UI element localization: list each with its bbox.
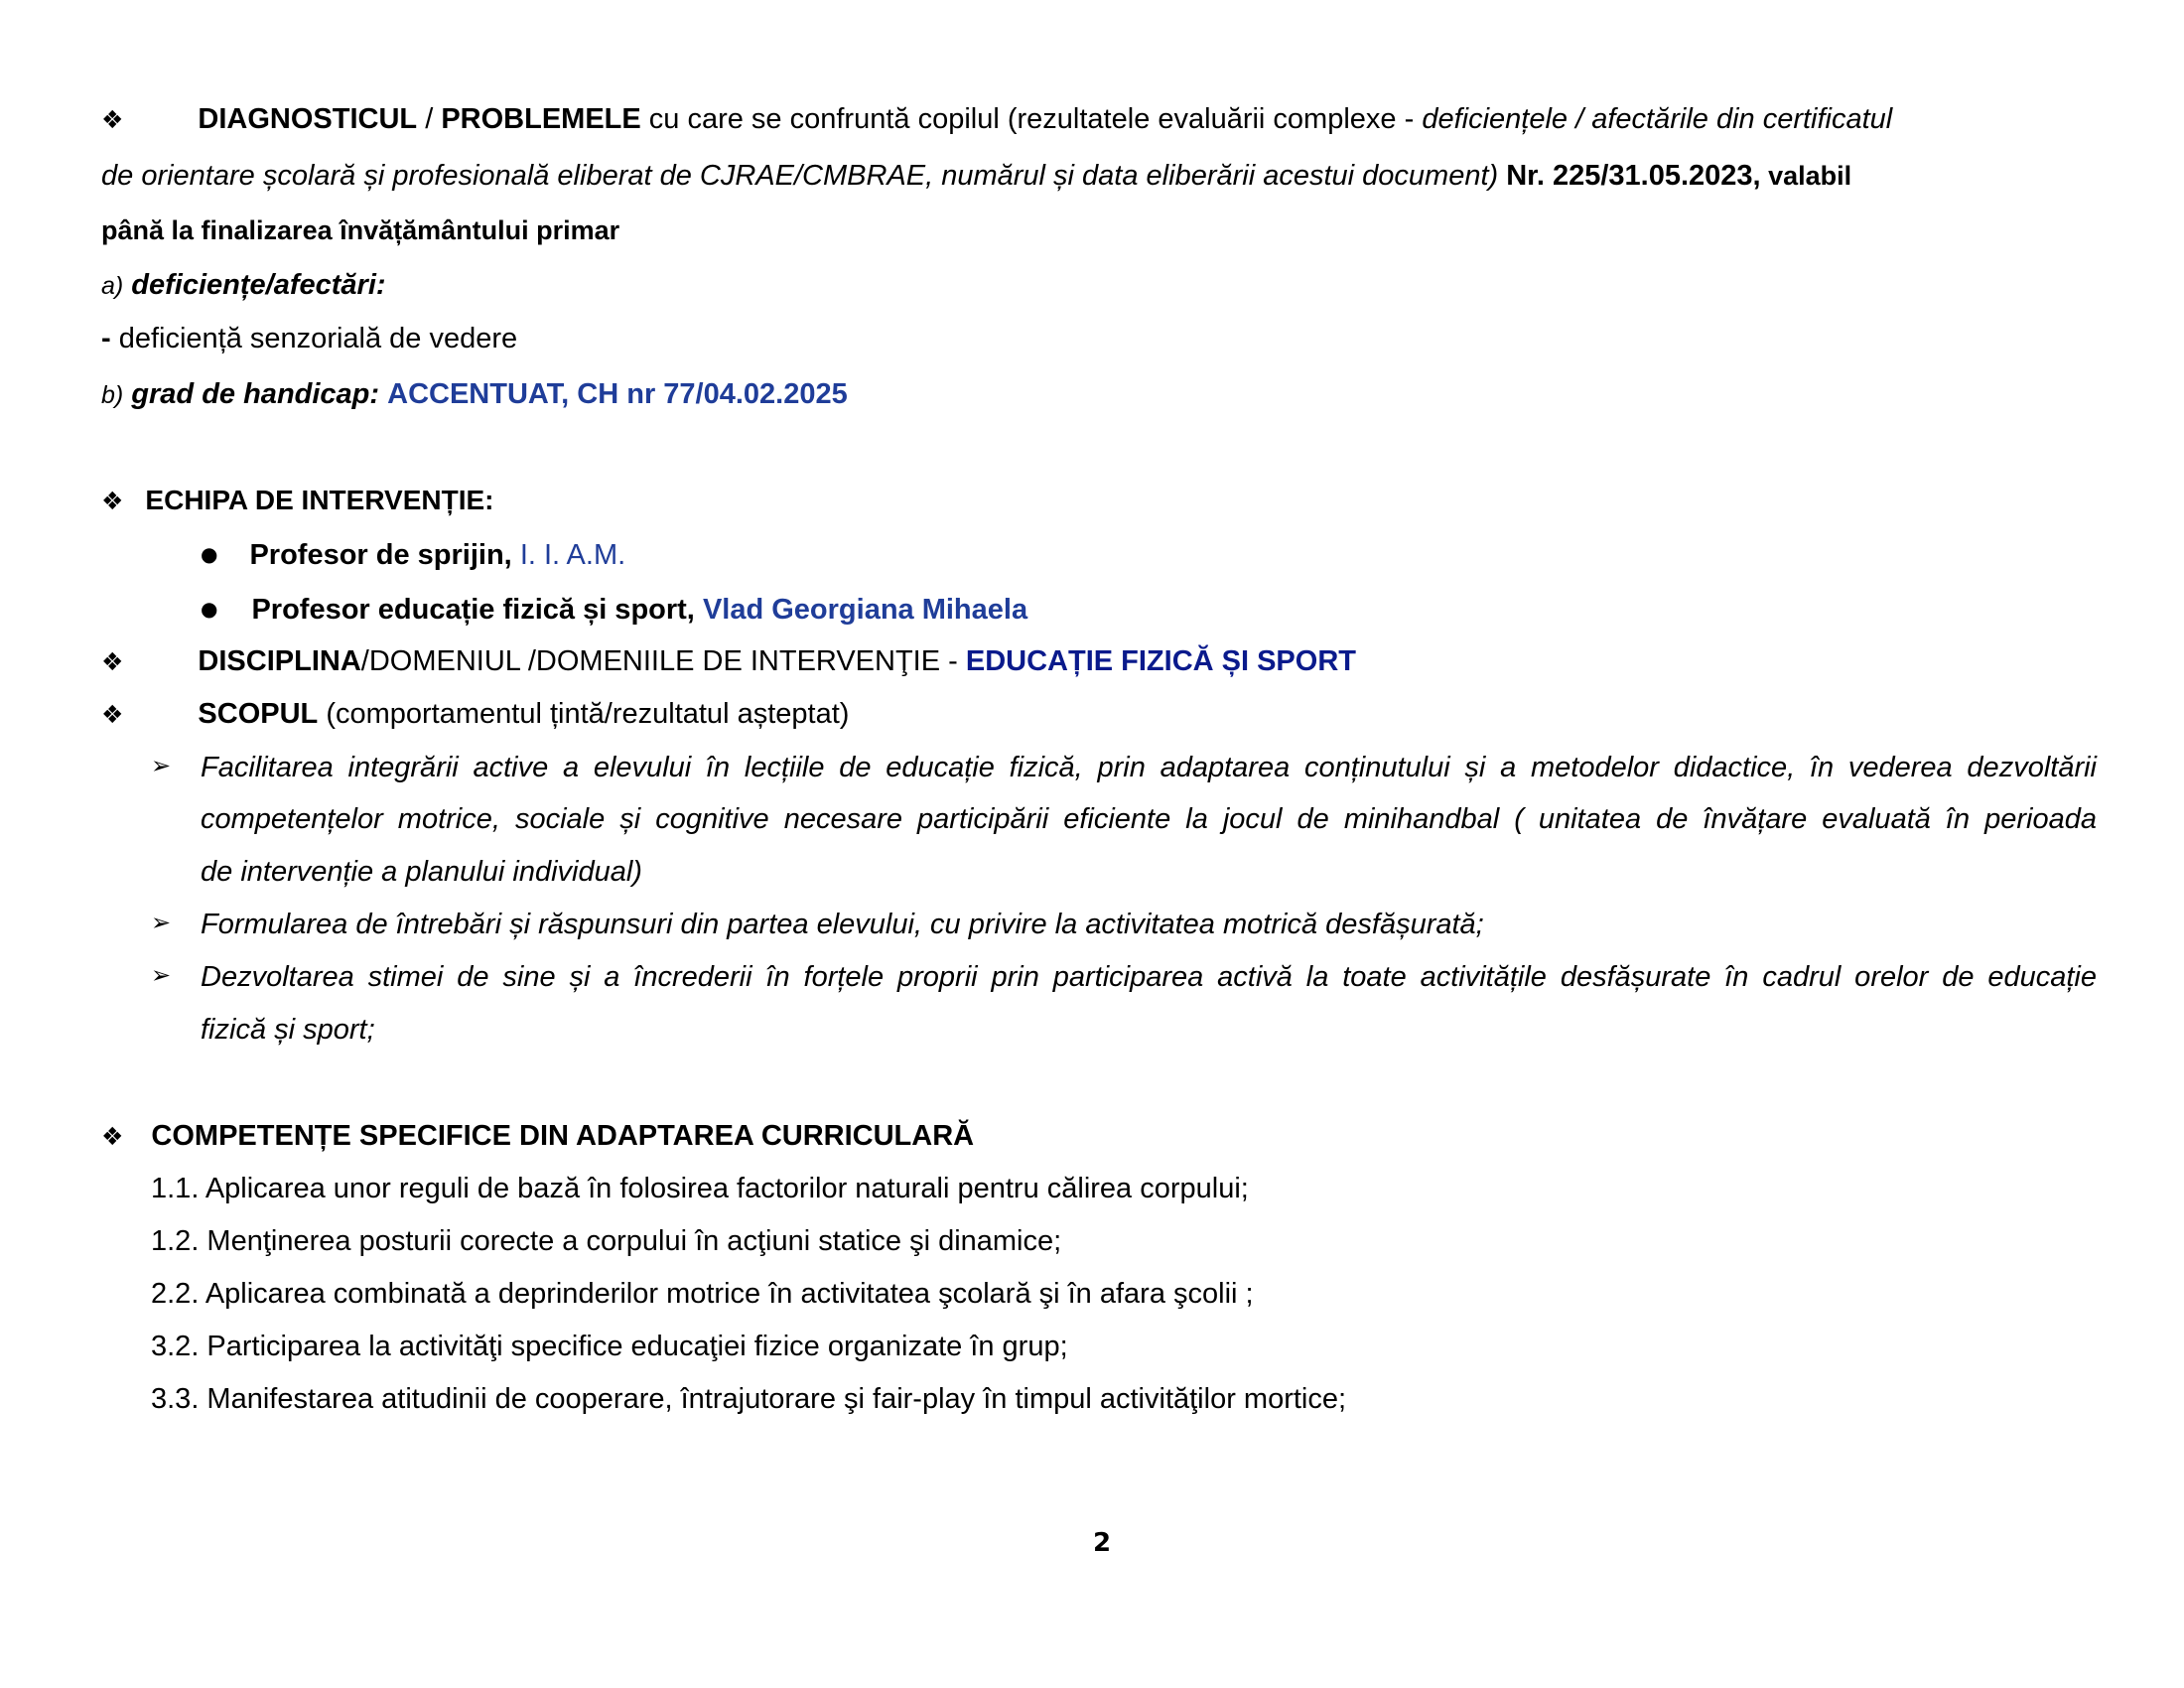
diagnostic-line-1: ❖ DIAGNOSTICUL / PROBLEMELE cu care se confruntă copilul (rezultatele evaluării complexe - deficiențele / afectările din certificatul — [101, 103, 1893, 135]
team-member-name: I. I. A.M. — [519, 539, 626, 571]
certificate-number: Nr. 225/31.05.2023, — [1498, 160, 1761, 192]
scope-heading: ❖ SCOPUL (comportamentul țintă/rezultatul așteptat) — [101, 698, 850, 730]
discipline-line: ❖ DISCIPLINA/DOMENIUL /DOMENIILE DE INTERVENŢIE - EDUCAȚIE FIZICĂ ȘI SPORT — [101, 645, 1356, 677]
team-member: ● Profesor educație fizică și sport, Vlad Georgiana Mihaela — [201, 594, 1028, 626]
competences-heading: ❖ COMPETENȚE SPECIFICE DIN ADAPTAREA CURRICULARĂ — [101, 1120, 975, 1152]
diagnostic-line-3: până la finalizarea învățământului primar — [101, 215, 620, 245]
scope-item-line: de intervenție a planului individual) — [201, 856, 642, 888]
team-member: ● Profesor de sprijin, I. I. A.M. — [201, 539, 626, 571]
deficiencies-heading: a) deficiențe/afectări: — [101, 269, 386, 301]
scope-item-line: Dezvoltarea stimei de sine și a încrederii în forțele proprii prin participarea activă la toate activitățile desfășurate în cadrul orelor de educație — [201, 961, 2097, 993]
competence-item: 3.2. Participarea la activităţi specifice educaţiei fizice organizate în grup; — [151, 1331, 1068, 1362]
competence-item: 1.1. Aplicarea unor reguli de bază în folosirea factorilor naturali pentru călirea corpului; — [151, 1173, 1249, 1204]
scope-item-line: fizică și sport; — [201, 1014, 375, 1046]
team-heading: ❖ ECHIPA DE INTERVENȚIE: — [101, 485, 494, 515]
four-diamond-icon: ❖ — [101, 105, 124, 134]
competence-item: 2.2. Aplicarea combinată a deprinderilor motrice în activitatea şcolară şi în afara şcolii ; — [151, 1278, 1254, 1310]
arrowhead-icon: ➢ — [151, 909, 172, 936]
four-diamond-icon: ❖ — [101, 647, 124, 676]
arrowhead-icon: ➢ — [151, 752, 172, 779]
page-number: 2 — [1093, 1528, 1112, 1558]
scope-item-line: Formularea de întrebări și răspunsuri din partea elevului, cu privire la activitatea motrică desfășurată; — [201, 909, 1484, 940]
arrowhead-icon: ➢ — [151, 961, 172, 989]
four-diamond-icon: ❖ — [101, 700, 124, 729]
bullet-icon: ● — [201, 542, 218, 566]
deficiency-item: - deficiență senzorială de vedere — [101, 323, 518, 354]
competence-item: 3.3. Manifestarea atitudinii de cooperare, întrajutorare şi fair-play în timpul activităţilor mortice; — [151, 1383, 1347, 1415]
four-diamond-icon: ❖ — [101, 487, 124, 515]
scope-item-line: Facilitarea integrării active a elevului în lecțiile de educație fizică, prin adaptarea conținutului și a metodelor didactice, în vederea dezvoltării — [201, 752, 2097, 783]
scope-item-line: competențelor motrice, sociale și cognitive necesare participării eficiente la jocul de minihandbal ( unitatea de învățare evaluată în perioada — [201, 803, 2097, 835]
handicap-grade: b) grad de handicap: ACCENTUAT, CH nr 77/04.02.2025 — [101, 378, 848, 410]
four-diamond-icon: ❖ — [101, 1122, 124, 1151]
bullet-icon: ● — [201, 597, 218, 621]
diagnostic-label: DIAGNOSTICUL — [198, 103, 418, 135]
handicap-value: ACCENTUAT, CH nr 77/04.02.2025 — [387, 378, 848, 410]
team-member-name: Vlad Georgiana Mihaela — [702, 594, 1028, 626]
competence-item: 1.2. Menţinerea posturii corecte a corpului în acţiuni statice şi dinamice; — [151, 1225, 1062, 1257]
problems-label: PROBLEMELE — [441, 103, 641, 135]
diagnostic-line-2: de orientare școlară și profesională eliberat de CJRAE/CMBRAE, numărul și data eliberării acestui document) Nr. 225/31.05.2023, valabil — [101, 160, 1852, 192]
discipline-value: EDUCAȚIE FIZICĂ ȘI SPORT — [965, 645, 1356, 677]
